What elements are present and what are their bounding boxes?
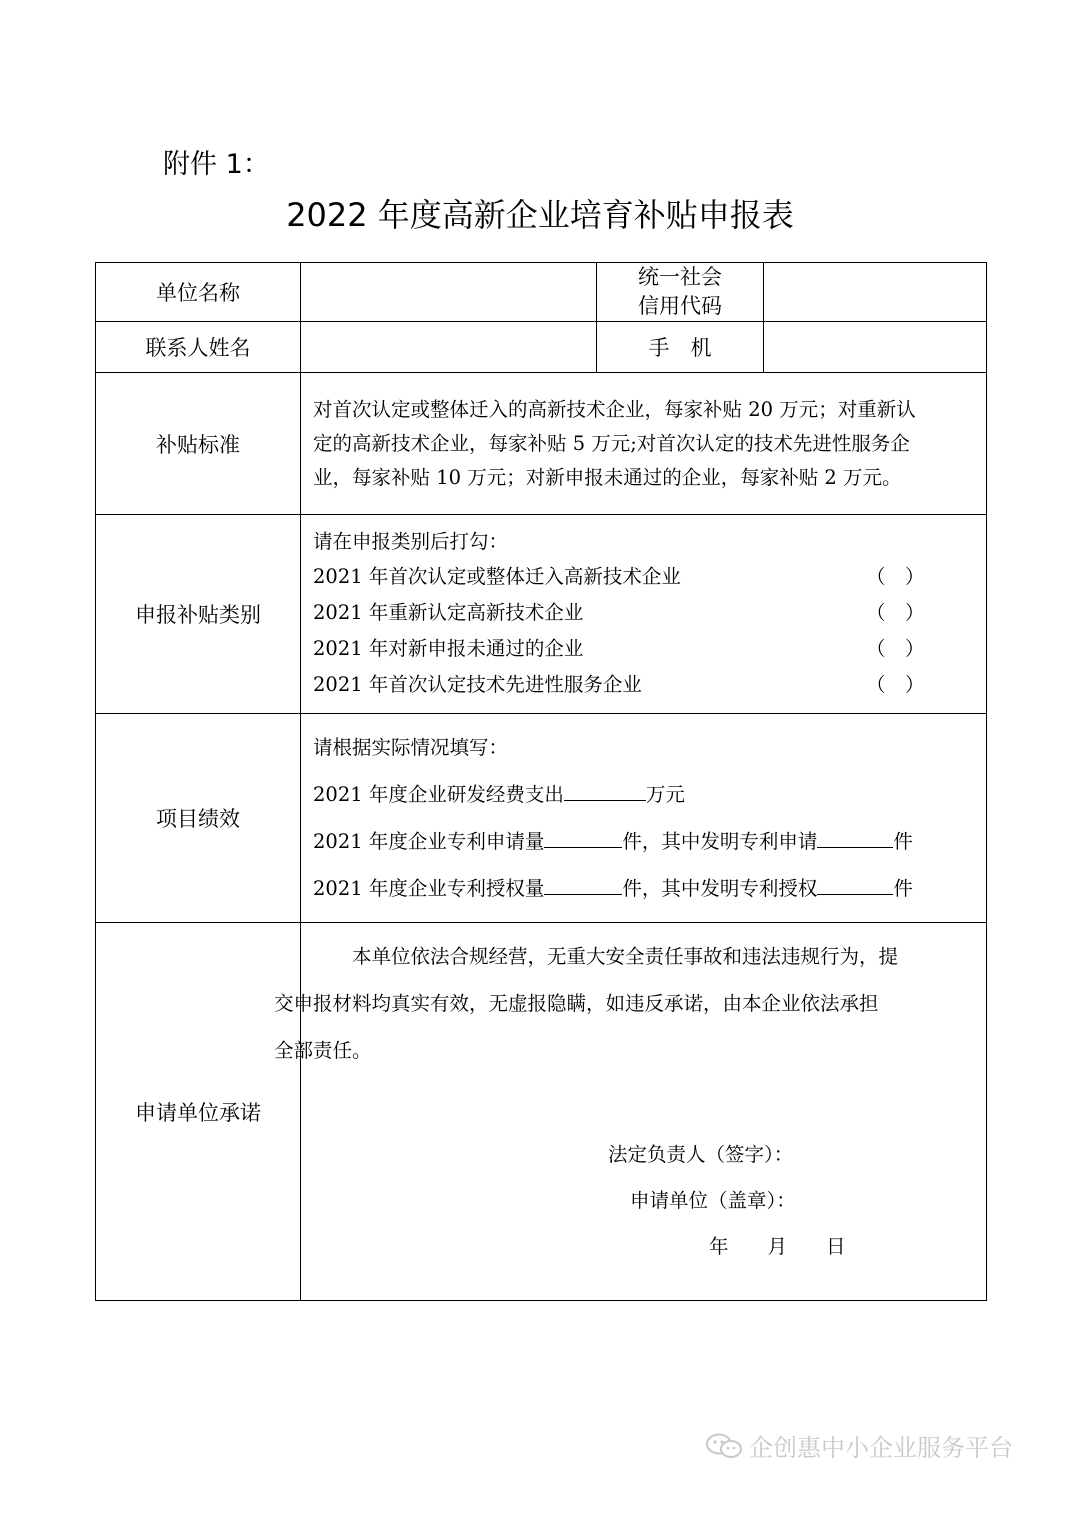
invention-application-field[interactable]	[817, 829, 893, 848]
category-option-label: 2021 年对新申报未通过的企业	[313, 637, 584, 660]
project-performance-cell	[301, 714, 987, 923]
category-option-label: 2021 年首次认定技术先进性服务企业	[313, 673, 642, 696]
credit-code-field[interactable]	[764, 263, 987, 322]
contact-name-field[interactable]	[301, 322, 597, 373]
project-performance-label: 项目绩效	[96, 714, 301, 923]
invention-application-label: 件，其中发明专利申请	[622, 830, 818, 853]
phone-field[interactable]	[764, 322, 987, 373]
subsidy-category-cell	[301, 515, 987, 714]
unit-piece: 件	[893, 830, 913, 853]
credit-code-label-line1: 统一社会	[638, 265, 722, 289]
standard-line: 对首次认定或整体迁入的高新技术企业，每家补贴 20 万元；对重新认	[313, 397, 916, 421]
rd-expense-unit: 万元	[645, 783, 685, 806]
invention-grant-field[interactable]	[817, 876, 893, 895]
unit-piece: 件	[893, 877, 913, 900]
legal-rep-signature[interactable]: 法定负责人（签字）：	[608, 1143, 794, 1166]
rd-expense-row	[313, 771, 976, 818]
commitment-line: 本单位依法合规经营，无重大安全责任事故和违法违规行为，提	[352, 945, 899, 968]
performance-intro: 请根据实际情况填写：	[313, 736, 509, 759]
unit-seal[interactable]: 申请单位（盖章）：	[630, 1189, 796, 1212]
wechat-icon	[705, 1433, 743, 1459]
attachment-label: 附件 1：	[163, 149, 270, 180]
category-checkbox[interactable]: （ ）	[866, 565, 925, 588]
patent-grant-field[interactable]	[544, 876, 622, 895]
subsidy-standard-text	[301, 373, 987, 515]
application-form-table	[95, 262, 987, 1301]
credit-code-label	[597, 263, 764, 322]
patent-grant-label: 2021 年度企业专利授权量	[313, 877, 545, 900]
category-intro: 请在申报类别后打勾：	[313, 530, 509, 553]
commitment-cell	[274, 923, 987, 1301]
patent-application-label: 2021 年度企业专利申请量	[313, 830, 545, 853]
category-option[interactable]	[313, 667, 976, 703]
rd-expense-field[interactable]	[564, 782, 646, 801]
category-option[interactable]	[313, 595, 976, 631]
date-line[interactable]: 年 月 日	[709, 1235, 846, 1258]
credit-code-label-line2: 信用代码	[638, 294, 722, 318]
unit-name-field[interactable]	[301, 263, 597, 322]
rd-expense-label: 2021 年度企业研发经费支出	[313, 783, 564, 806]
patent-application-row	[313, 818, 976, 865]
patent-application-field[interactable]	[544, 829, 622, 848]
category-checkbox[interactable]: （ ）	[866, 637, 925, 660]
commitment-line: 全部责任。	[274, 1039, 372, 1062]
category-option-label: 2021 年首次认定或整体迁入高新技术企业	[313, 565, 681, 588]
phone-label: 手 机	[597, 322, 764, 373]
invention-grant-label: 件，其中发明专利授权	[622, 877, 818, 900]
category-option[interactable]	[313, 631, 976, 667]
unit-name-label: 单位名称	[96, 263, 301, 322]
page-title: 2022 年度高新企业培育补贴申报表	[286, 196, 794, 234]
category-option[interactable]	[313, 559, 976, 595]
commitment-line: 交申报材料均真实有效，无虚报隐瞒，如违反承诺，由本企业依法承担	[274, 992, 879, 1015]
category-checkbox[interactable]: （ ）	[866, 673, 925, 696]
category-checkbox[interactable]: （ ）	[866, 601, 925, 624]
subsidy-category-label: 申报补贴类别	[96, 515, 301, 714]
contact-name-label: 联系人姓名	[96, 322, 301, 373]
commitment-text	[274, 933, 976, 1074]
standard-line: 定的高新技术企业，每家补贴 5 万元;对首次认定的技术先进性服务企	[313, 431, 910, 455]
standard-line: 业，每家补贴 10 万元；对新申报未通过的企业，每家补贴 2 万元。	[313, 465, 902, 489]
commitment-label: 申请单位承诺	[96, 923, 301, 1301]
category-option-label: 2021 年重新认定高新技术企业	[313, 601, 584, 624]
patent-grant-row	[313, 865, 976, 912]
watermark-text: 企创惠中小企业服务平台	[749, 1434, 1013, 1462]
subsidy-standard-label: 补贴标准	[96, 373, 301, 515]
watermark	[705, 1428, 1013, 1463]
